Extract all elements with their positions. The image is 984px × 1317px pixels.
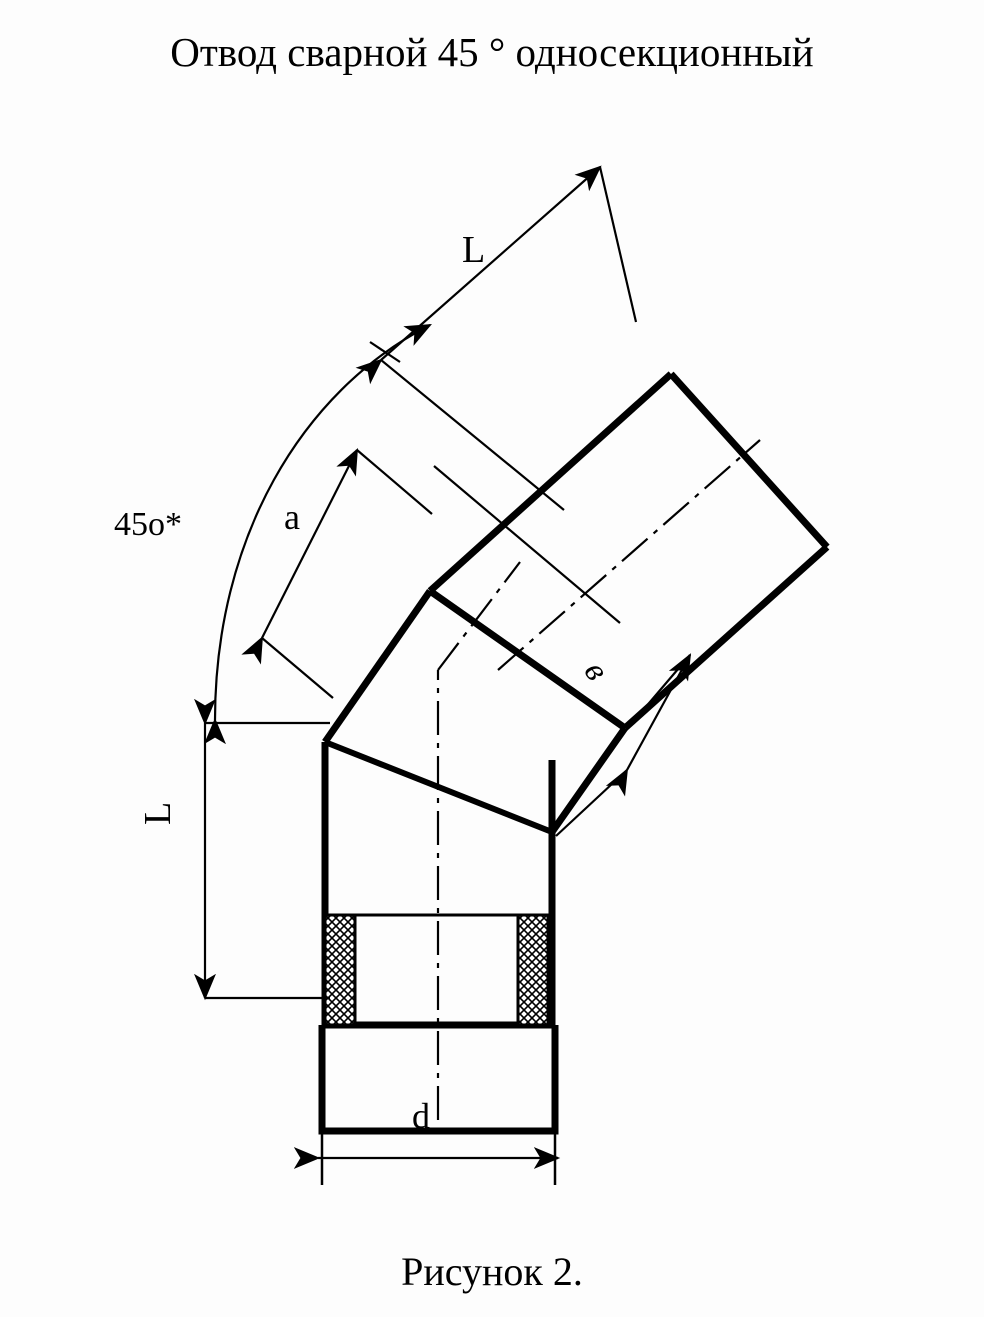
label-diameter-d: d [412, 1096, 430, 1136]
label-segment-b: в [576, 655, 616, 688]
dimension-lines [205, 167, 690, 1158]
page-title: Отвод сварной 45 ° односекционный [170, 29, 814, 75]
dim-a [262, 450, 357, 638]
elbow-diagram [0, 110, 984, 1230]
pipe-outline [322, 374, 827, 1131]
elbow-diagram-svg [0, 110, 984, 1230]
dim-L-upper [381, 167, 600, 360]
angle-arc-45 [215, 325, 430, 720]
figure-caption: Рисунок 2. [401, 1249, 583, 1294]
label-length-upper: L [462, 229, 486, 271]
wall-hatching [325, 915, 548, 1025]
dim-b [627, 655, 690, 770]
label-length-lower: L [137, 801, 179, 825]
label-segment-a: a [284, 497, 300, 537]
label-angle-45: 45о* [114, 506, 182, 543]
